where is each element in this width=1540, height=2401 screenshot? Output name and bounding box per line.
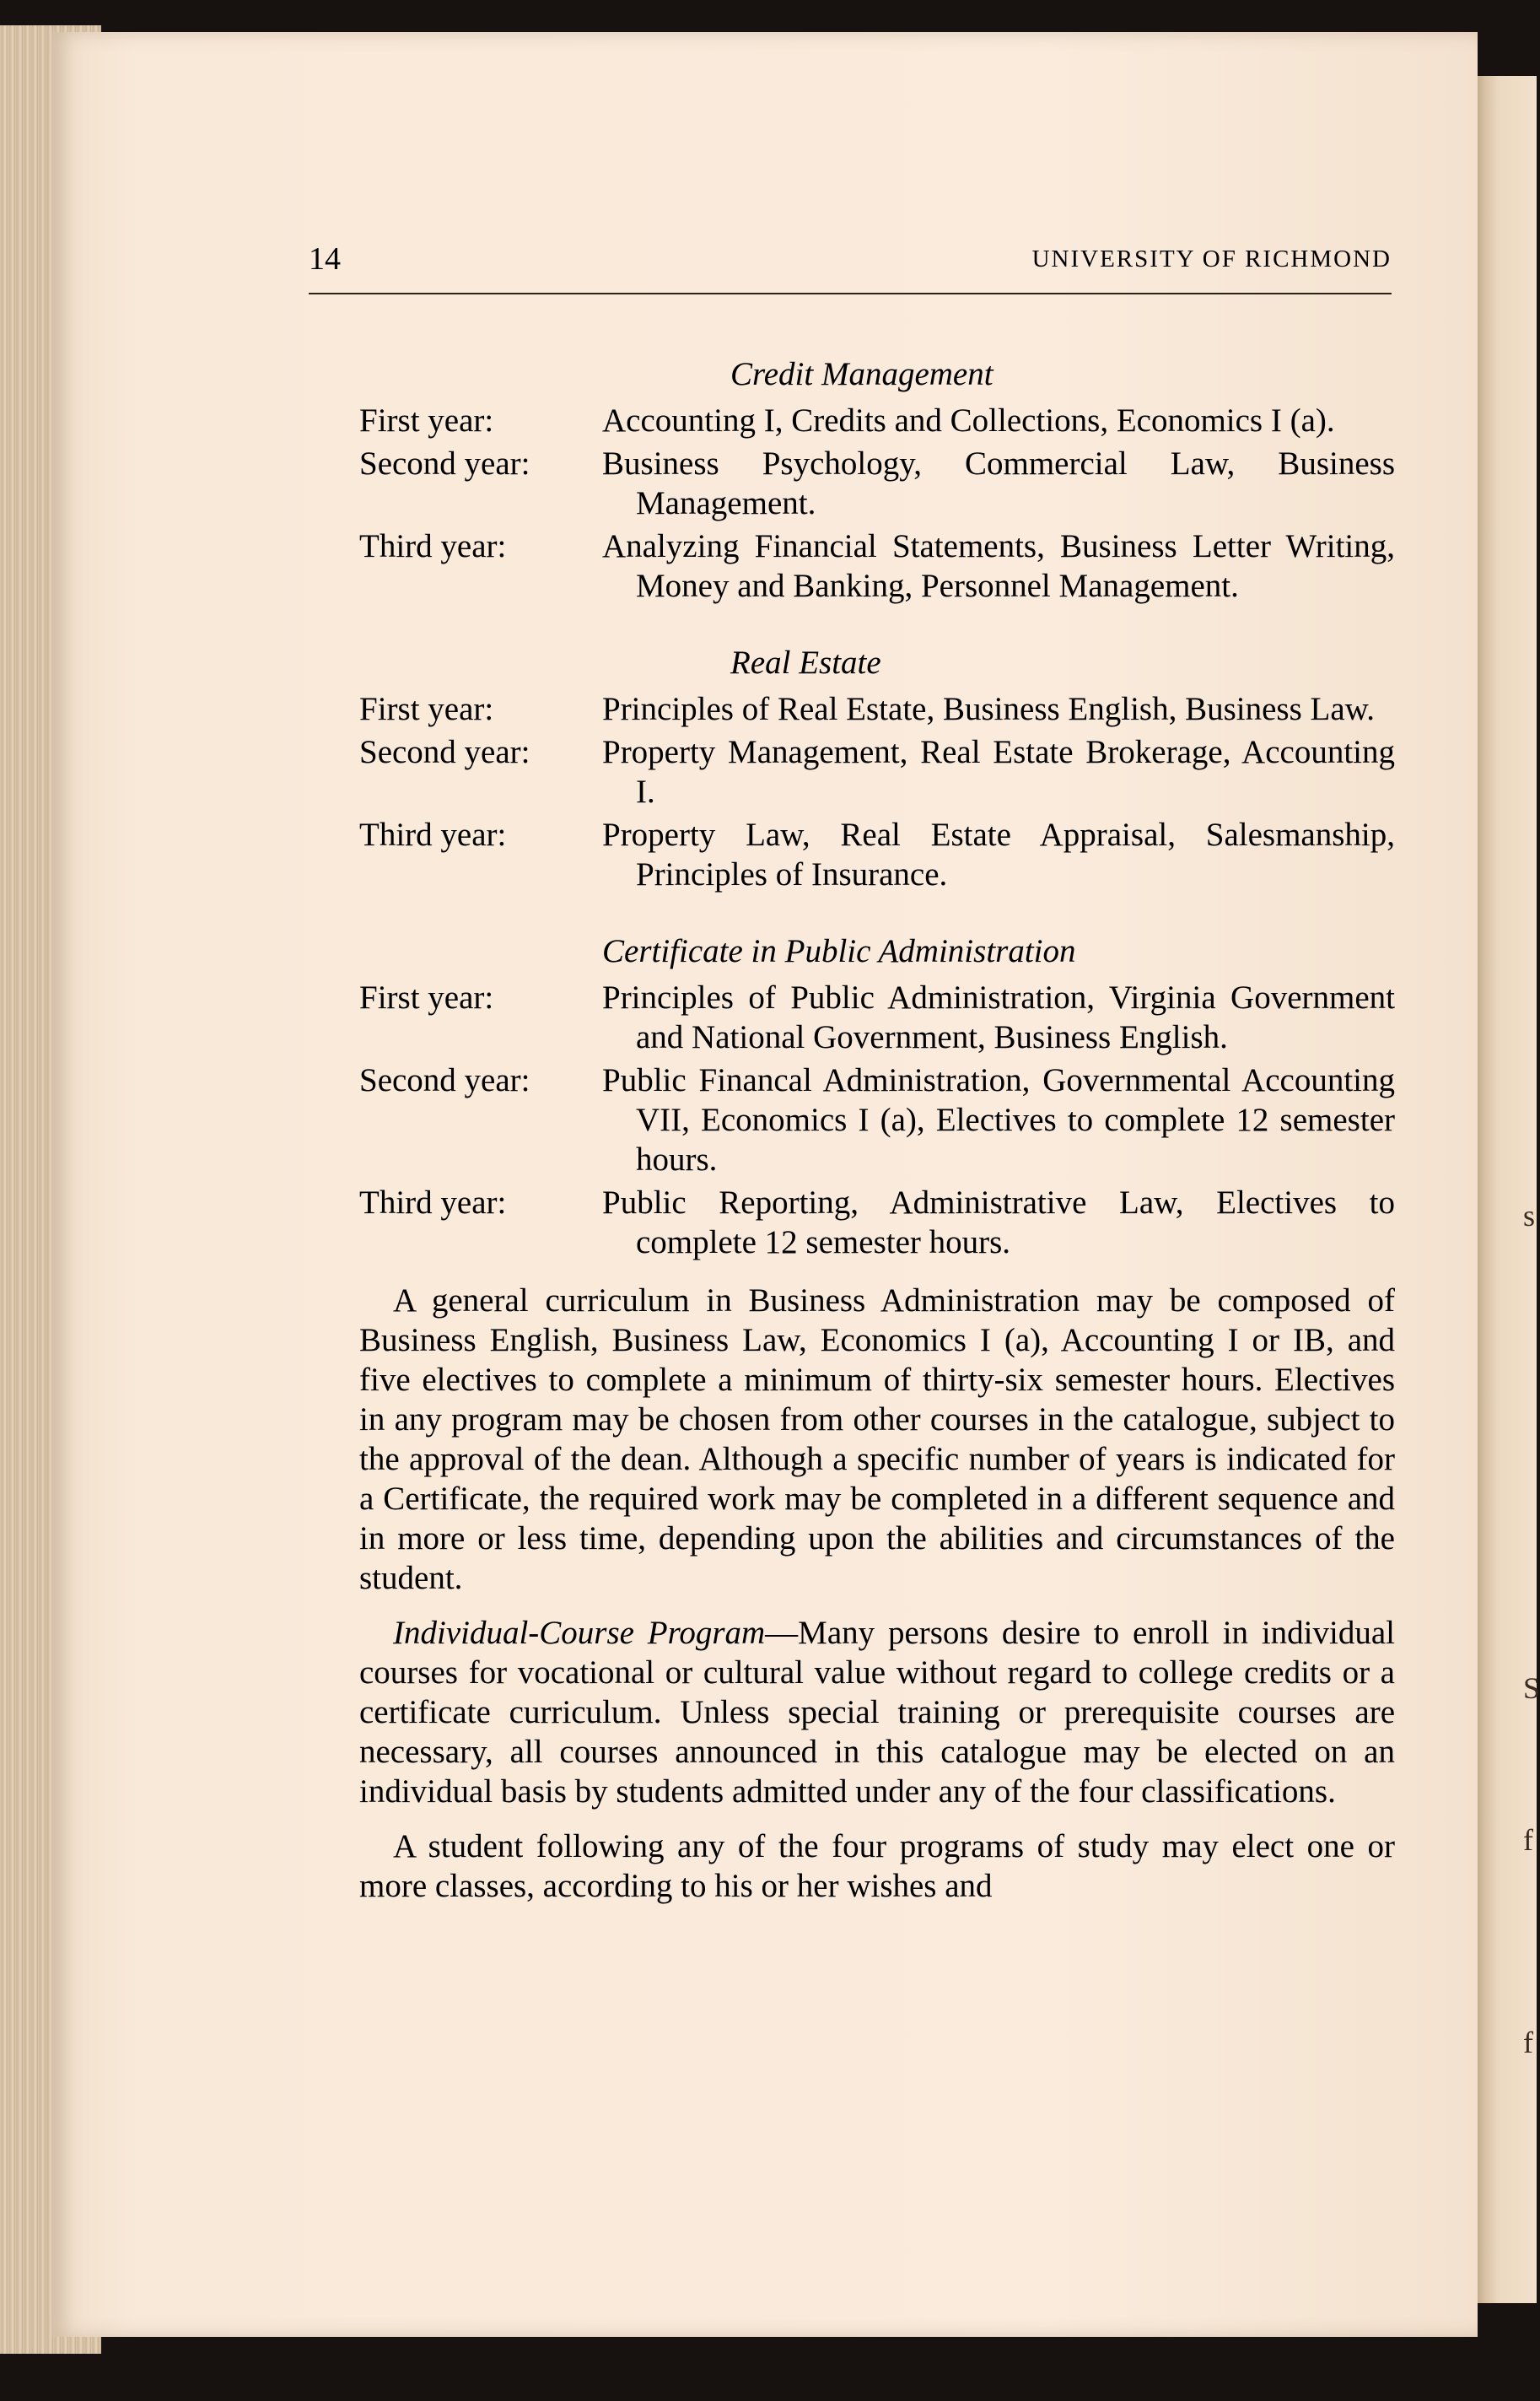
year-label: Third year: [359,1184,507,1221]
section-title: Certificate in Public Administration [602,933,1076,969]
paragraph-body: —Many persons desire to enroll in individual courses for vocational or cultural value without regard to college credits or a certificate curriculum. Unless special training or prerequisite courses are necessary, all courses announced in this catalogue may be elected on an individual basis by students admitted under any of the four classifications. [359,1615,1395,1810]
year-label: Second year: [359,445,530,482]
course-list: Property Law, Real Estate Appraisal, Salesmanship, Principles of Insurance. [602,817,1395,893]
section-title: Real Estate [730,645,881,681]
program-row [359,978,1395,1057]
program-row [359,526,1395,606]
facing-page-fragment: s [1523,1199,1536,1233]
program-row [359,401,1395,440]
facing-page-edge [1467,76,1537,2303]
course-list: Business Psychology, Commercial Law, Business Management. [602,445,1395,521]
facing-page-fragment: f [1523,2026,1533,2059]
facing-page-fragment: f [1523,1823,1533,1857]
year-label: Third year: [359,528,507,564]
page-header [309,240,1392,294]
program-row [359,1183,1395,1262]
individual-course-paragraph [359,1613,1395,1811]
year-label: First year: [359,979,494,1016]
section-public-administration [359,931,1395,1262]
course-list: Property Management, Real Estate Brokerage, Accounting I. [602,734,1395,810]
year-label: First year: [359,691,494,727]
course-list: Public Financal Administration, Governmental Accounting VII, Economics I (a), Electives to complete 12 semester hours. [602,1062,1395,1178]
year-label: Second year: [359,734,530,770]
program-row [359,1060,1395,1179]
course-list: Principles of Real Estate, Business English, Business Law. [602,691,1376,727]
section-title: Credit Management [730,356,993,392]
year-label: Third year: [359,817,507,853]
year-label: First year: [359,402,494,439]
year-label: Second year: [359,1062,530,1098]
course-list: Accounting I, Credits and Collections, Economics I (a). [602,402,1335,439]
program-row [359,815,1395,894]
program-row [359,444,1395,523]
paragraph-lead: Individual-Course Program [393,1615,766,1651]
course-list: Analyzing Financial Statements, Business Letter Writing, Money and Banking, Personnel Management. [602,528,1395,604]
program-row [359,689,1395,729]
running-head: UNIVERSITY OF RICHMOND [1031,245,1392,272]
page-content [359,354,1395,1906]
student-programs-paragraph: A student following any of the four programs of study may elect one or more classes, according to his or her wishes and [359,1828,1395,1904]
section-real-estate [359,643,1395,894]
facing-page-fragment: S [1523,1671,1540,1705]
course-list: Public Reporting, Administrative Law, Electives to complete 12 semester hours. [602,1184,1395,1260]
general-curriculum-paragraph: A general curriculum in Business Administration may be composed of Business English, Business Law, Economics I (a), Accounting I or IB, and five electives to complete a minimum of thirty-six semester hours. Electives in any program may be chosen from other courses in the catalogue, subject to the approval of the dean. Although a specific number of years is indicated for a Certificate, the required work may be completed in a different sequence and in more or less time, depending upon the abilities and circumstances of the student. [359,1282,1395,1596]
program-row [359,732,1395,812]
course-list: Principles of Public Administration, Virginia Government and National Government, Business English. [602,979,1395,1055]
page-number: 14 [309,241,341,277]
section-credit-management [359,354,1395,606]
